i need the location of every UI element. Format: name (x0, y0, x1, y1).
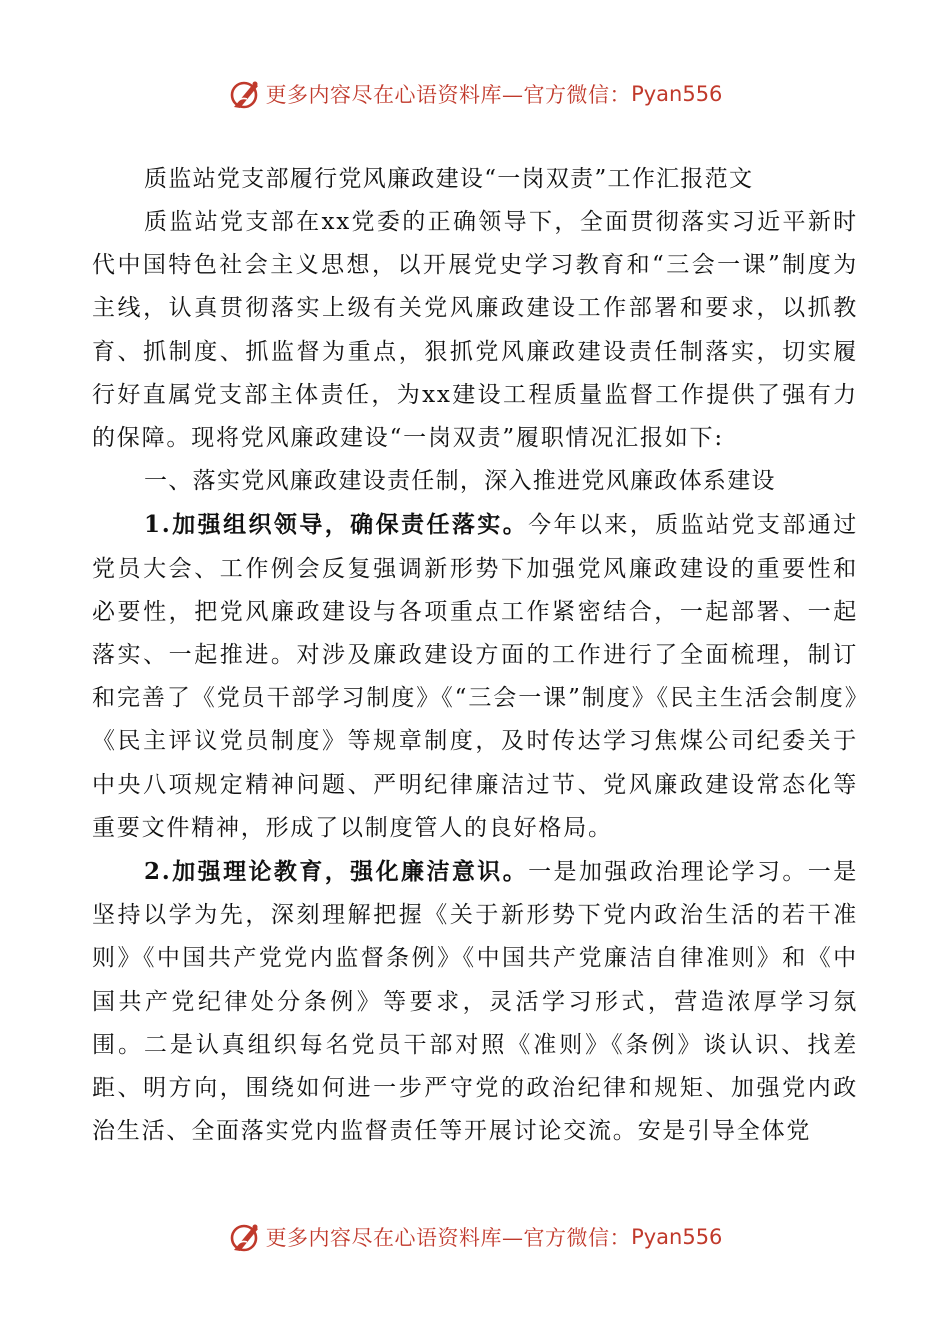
header-banner (0, 72, 950, 116)
item-2-paragraph (92, 850, 858, 1153)
intro-paragraph: 质监站党支部在xx党委的正确领导下，全面贯彻落实习近平新时代中国特色社会主义思想，以开展党史学习教育和“三会一课”制度为主线，认真贯彻落实上级有关党风廉政建设工作部署和要求，以抓教育、抓制度、抓监督为重点，狠抓党风廉政建设责任制落实，切实履行好直属党支部主体责任，为xx建设工程质量监督工作提供了强有力的保障。现将党风廉政建设“一岗双责”履职情况汇报如下: (92, 209, 858, 452)
item-1-lead: 1.加强组织领导，确保责任落实。 (144, 511, 529, 539)
item-2-lead: 2.加强理论教育，强化廉洁意识。 (144, 858, 529, 886)
pen-logo-icon (228, 77, 262, 111)
footer-banner-wechat-id: Pyan556 (631, 1225, 723, 1249)
document-body (92, 158, 858, 1153)
item-1-paragraph (92, 503, 858, 850)
item-2-body: 一是加强政治理论学习。一是坚持以学为先，深刻理解把握《关于新形势下党内政治生活的若干准则》《中国共产党党内监督条例》《中国共产党廉洁自律准则》和《中国共产党纪律处分条例》等要求，灵活学习形式，营造浓厚学习氛围。二是认真组织每名党员干部对照《准则》《条例》谈认识、找差距、明方向，围绕如何进一步严守党的政治纪律和规矩、加强党内政治生活、全面落实党内监督责任等开展讨论交流。安是引导全体党 (92, 859, 858, 1145)
footer-banner-text: 更多内容尽在心语资料库—官方微信： (265, 1226, 632, 1250)
section-1-heading: 一、落实党风廉政建设责任制，深入推进党风廉政体系建设 (144, 468, 776, 495)
header-banner-text: 更多内容尽在心语资料库—官方微信： (265, 83, 632, 107)
header-banner-wechat-id: Pyan556 (631, 82, 723, 106)
footer-banner (0, 1215, 950, 1259)
pen-logo-icon (228, 1220, 262, 1254)
item-1-body: 今年以来，质监站党支部通过党员大会、工作例会反复强调新形势下加强党风廉政建设的重要性和必要性，把党风廉政建设与各项重点工作紧密结合，一起部署、一起落实、一起推进。对涉及廉政建设方面的工作进行了全面梳理，制订和完善了《党员干部学习制度》《“三会一课”制度》《民主生活会制度》《民主评议党员制度》等规章制度，及时传达学习焦煤公司纪委关于中央八项规定精神问题、严明纪律廉洁过节、党风廉政建设常态化等重要文件精神，形成了以制度管人的良好格局。 (92, 512, 858, 841)
document-title: 质监站党支部履行党风廉政建设“一岗双责”工作汇报范文 (144, 166, 754, 192)
